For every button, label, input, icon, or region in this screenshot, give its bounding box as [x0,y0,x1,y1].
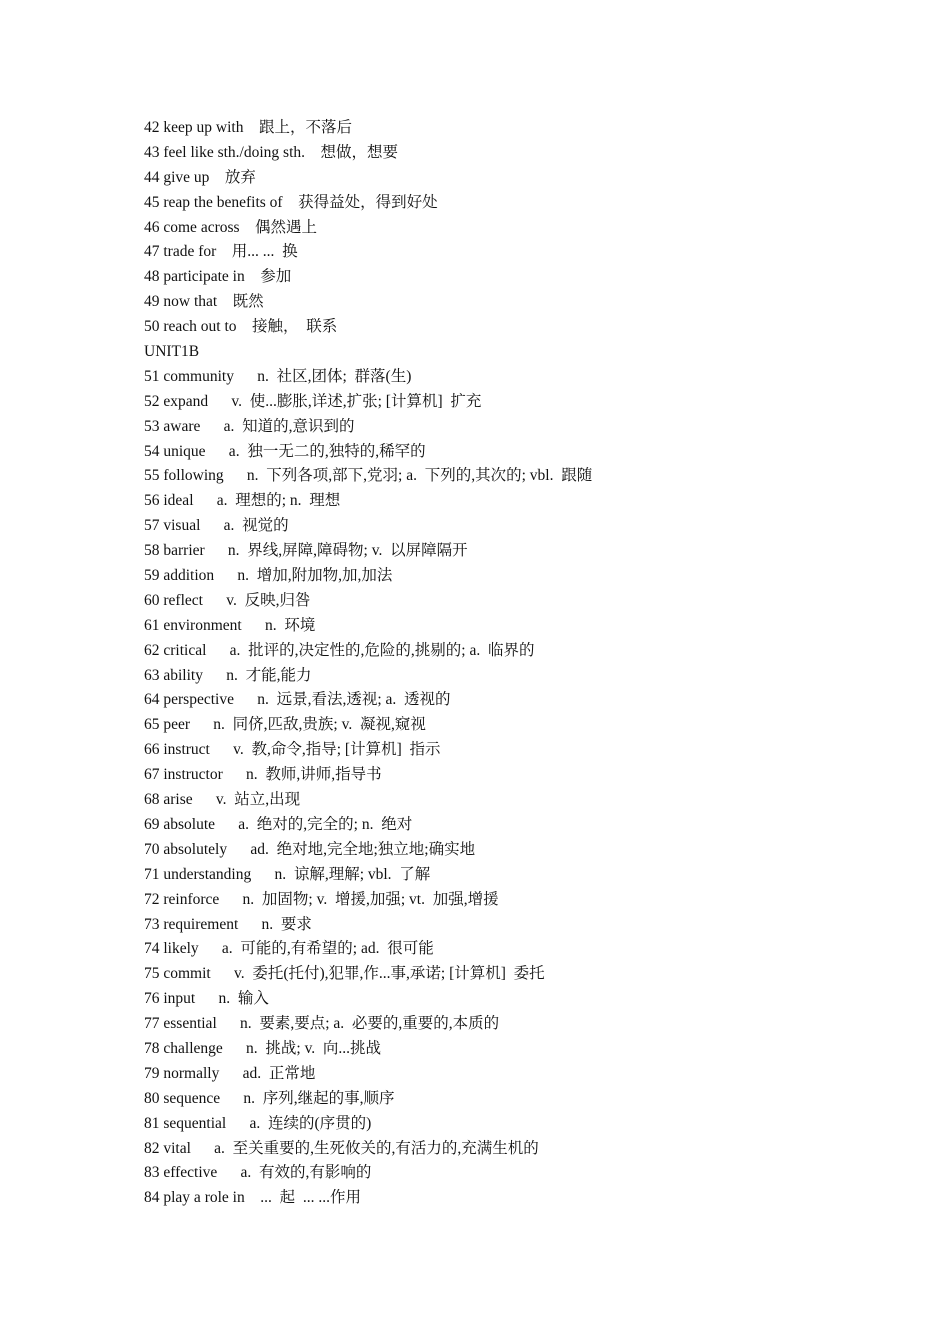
vocab-line: 74 likely a. 可能的,有希望的; ad. 很可能 [144,940,434,958]
vocab-line: 50 reach out to 接触， 联系 [144,318,338,336]
vocab-line: 53 aware a. 知道的,意识到的 [144,417,355,435]
vocab-line: 83 effective a. 有效的,有影响的 [144,1164,372,1182]
vocab-line: 79 normally ad. 正常地 [144,1064,316,1082]
vocab-line: 61 environment n. 环境 [144,616,316,634]
vocab-line: 69 absolute a. 绝对的,完全的; n. 绝对 [144,815,413,833]
vocab-line: 43 feel like sth./doing sth. 想做，想要 [144,143,399,161]
vocab-line: 57 visual a. 视觉的 [144,517,289,535]
vocab-line: 58 barrier n. 界线,屏障,障碍物; v. 以屏障隔开 [144,542,468,560]
vocab-line: 72 reinforce n. 加固物; v. 增援,加强; vt. 加强,增援 [144,890,499,908]
vocab-line: 44 give up 放弃 [144,168,256,186]
vocab-line: 67 instructor n. 教师,讲师,指导书 [144,766,382,784]
vocab-line: 49 now that 既然 [144,293,264,311]
vocab-line: 45 reap the benefits of 获得益处，得到好处 [144,193,438,211]
vocab-line: 56 ideal a. 理想的; n. 理想 [144,492,341,510]
vocab-line: 80 sequence n. 序列,继起的事,顺序 [144,1089,395,1107]
vocab-line: 68 arise v. 站立,出现 [144,791,301,809]
vocab-line: 46 come across 偶然遇上 [144,218,318,236]
vocab-line: 62 critical a. 批评的,决定性的,危险的,挑剔的; a. 临界的 [144,641,535,659]
section-heading: UNIT1B [144,343,200,361]
vocab-line: 75 commit v. 委托(托付),犯罪,作...事,承诺; [计算机] 委托 [144,965,545,983]
vocab-line: 60 reflect v. 反映,归咎 [144,591,311,609]
vocab-line: 82 vital a. 至关重要的,生死攸关的,有活力的,充满生机的 [144,1139,539,1157]
vocab-line: 84 play a role in ... 起 ... ...作用 [144,1189,361,1207]
vocab-line: 81 sequential a. 连续的(序贯的) [144,1114,372,1132]
vocab-line: 54 unique a. 独一无二的,独特的,稀罕的 [144,442,426,460]
vocab-line: 47 trade for 用... ... 换 [144,243,298,261]
vocabulary-list [144,116,924,1211]
vocab-line: 76 input n. 输入 [144,990,269,1008]
vocab-line: 42 keep up with 跟上，不落后 [144,119,352,136]
vocab-line: 65 peer n. 同侪,匹敌,贵族; v. 凝视,窥视 [144,716,426,734]
vocab-line: 64 perspective n. 远景,看法,透视; a. 透视的 [144,691,451,709]
vocab-line: 77 essential n. 要素,要点; a. 必要的,重要的,本质的 [144,1015,500,1033]
vocab-line: 73 requirement n. 要求 [144,915,312,933]
vocab-line: 55 following n. 下列各项,部下,党羽; a. 下列的,其次的; vbl. 跟随 [144,467,593,485]
vocab-line: 63 ability n. 才能,能力 [144,666,312,684]
vocab-line: 48 participate in 参加 [144,268,292,286]
vocab-line: 70 absolutely ad. 绝对地,完全地;独立地;确实地 [144,840,476,858]
vocab-line: 51 community n. 社区,团体; 群落(生) [144,367,412,385]
vocab-line: 66 instruct v. 教,命令,指导; [计算机] 指示 [144,741,441,759]
vocab-line: 52 expand v. 使...膨胀,详述,扩张; [计算机] 扩充 [144,392,482,410]
vocab-line: 59 addition n. 增加,附加物,加,加法 [144,567,393,585]
vocab-line: 71 understanding n. 谅解,理解; vbl. 了解 [144,865,431,883]
vocab-line: 78 challenge n. 挑战; v. 向...挑战 [144,1039,382,1057]
